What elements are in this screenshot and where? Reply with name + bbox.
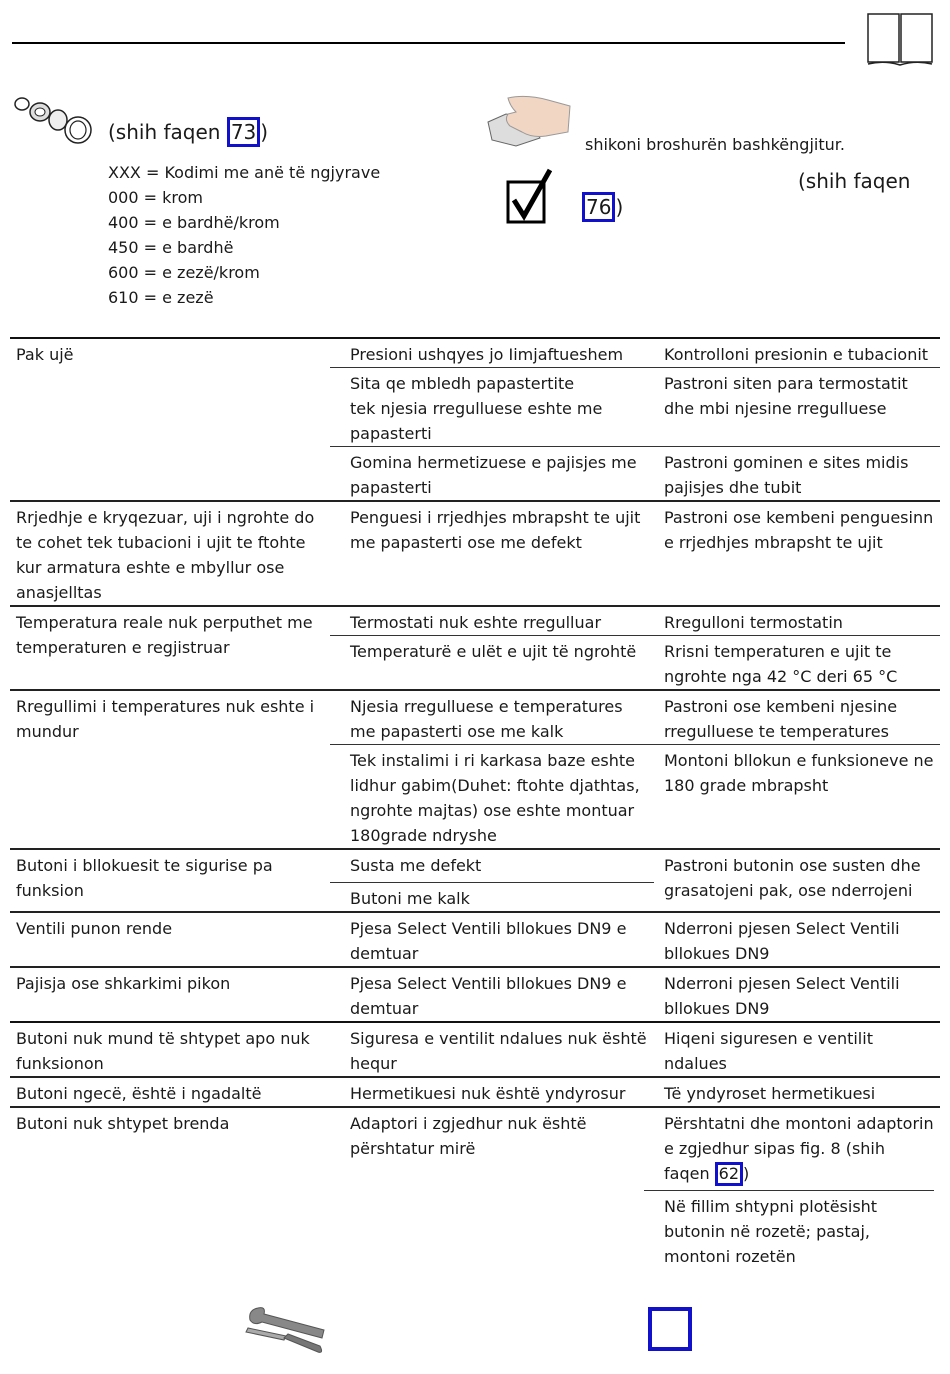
hand-cloth-icon (486, 92, 574, 150)
remedy-cell: Pastroni gominen e sites midis pajisjes dhe tubit (654, 447, 940, 502)
problem-cell: Butoni nuk mund të shtypet apo nuk funksionon (10, 1022, 330, 1077)
color-code: 450 = e bardhë (108, 238, 234, 257)
cause-text: Susta me defekt (350, 856, 482, 875)
remedy-cell: Rregulloni termostatin (654, 606, 940, 636)
wrench-screwdriver-icon (244, 1302, 328, 1358)
table-row (10, 606, 940, 636)
cause-cell: Pjesa Select Ventili bllokues DN9 e demtuar (330, 967, 654, 1022)
cause-cell: Sita qe mbledh papastertite tek njesia rregulluese eshte me papasterti (330, 368, 654, 447)
remedy-cell: Hiqeni siguresen e ventilit ndalues (654, 1022, 940, 1077)
remedy-cell: Pastroni ose kembeni njesine rregulluese te temperatures (654, 690, 940, 745)
problem-cell: Butoni i bllokuesit te sigurise pa funksion (10, 849, 330, 912)
problem-cell: Rregullimi i temperatures nuk eshte i mundur (10, 690, 330, 849)
parts-see-page: (shih faqen 73 ) (108, 117, 268, 147)
remedy-cell: Pastroni siten para termostatit dhe mbi njesine rregulluese (654, 368, 940, 447)
table-row (10, 967, 940, 1022)
cause-cell: Termostati nuk eshte rregulluar (330, 606, 654, 636)
color-code: 610 = e zezë (108, 288, 214, 307)
page-link-62[interactable]: 62 (715, 1162, 743, 1186)
table-row (10, 849, 940, 912)
problem-cell: Butoni ngecë, është i ngadaltë (10, 1077, 330, 1107)
problem-cell: Rrjedhje e kryqezuar, uji i ngrohte do te cohet tek tubacioni i ujit te ftohte kur armatura eshte e mbyllur ose anasjelltas (10, 501, 330, 606)
table-row (10, 1077, 940, 1107)
cause-cell: Njesia rregulluese e temperatures me papasterti ose me kalk (330, 690, 654, 745)
table-row (10, 690, 940, 745)
page-link-76[interactable]: 76 (582, 192, 615, 222)
top-rule (12, 42, 845, 44)
troubleshooting-table (10, 337, 940, 1269)
cause-cell: Hermetikuesi nuk është yndyrosur (330, 1077, 654, 1107)
color-code: XXX = Kodimi me anë të ngjyrave (108, 163, 381, 182)
cleaning-text: shikoni broshurën bashkëngjitur. (585, 135, 845, 154)
cause-cell: Pjesa Select Ventili bllokues DN9 e demtuar (330, 912, 654, 967)
color-codes-list (108, 160, 438, 310)
table-row (10, 338, 940, 368)
color-code: 000 = krom (108, 188, 203, 207)
cause-cell (330, 849, 654, 912)
table-row (10, 1022, 940, 1077)
remedy-cell: Të yndyroset hermetikuesi (654, 1077, 940, 1107)
checkbox-icon (506, 168, 552, 226)
cause-cell: Temperaturë e ulët e ujit të ngrohtë (330, 636, 654, 691)
cause-text: Butoni me kalk (330, 882, 654, 911)
page-link-73[interactable]: 73 (227, 117, 260, 147)
problem-cell: Temperatura reale nuk perputhet me temperaturen e regjistruar (10, 606, 330, 690)
check-see-page-prefix: (shih faqen (798, 169, 911, 193)
cause-cell: Siguresa e ventilit ndalues nuk është hequr (330, 1022, 654, 1077)
problem-cell: Pajisja ose shkarkimi pikon (10, 967, 330, 1022)
remedy-cell (654, 1107, 940, 1269)
cause-cell: Gomina hermetizuese e pajisjes me papasterti (330, 447, 654, 502)
cause-cell: Penguesi i rrjedhjes mbrapsht te ujit me papasterti ose me defekt (330, 501, 654, 606)
problem-cell: Pak ujë (10, 338, 330, 501)
remedy-cell: Rrisni temperaturen e ujit te ngrohte nga 42 °C deri 65 °C (654, 636, 940, 691)
table-row (10, 501, 940, 606)
remedy-cell: Kontrolloni presionin e tubacionit (654, 338, 940, 368)
cause-cell: Tek instalimi i ri karkasa baze eshte lidhur gabim(Duhet: ftohte djathtas, ngrohte majtas) ose eshte montuar 180grade ndryshe (330, 745, 654, 850)
remedy-cell: Montoni bllokun e funksioneve ne 180 grade mbrapsht (654, 745, 940, 850)
color-code: 600 = e zezë/krom (108, 263, 260, 282)
remedy-cell: Pastroni ose kembeni penguesinn e rrjedhjes mbrapsht te ujit (654, 501, 940, 606)
remedy-cell: Pastroni butonin ose susten dhe grasatojeni pak, ose nderrojeni (654, 849, 940, 912)
parts-rings-icon (12, 94, 96, 148)
table-row (10, 912, 940, 967)
problem-cell: Butoni nuk shtypet brenda (10, 1107, 330, 1269)
remedy-cell: Nderroni pjesen Select Ventili bllokues DN9 (654, 967, 940, 1022)
color-code: 400 = e bardhë/krom (108, 213, 280, 232)
remedy-text: Në fillim shtypni plotësisht butonin në rozetë; pastaj, montoni rozetën (644, 1190, 934, 1269)
book-icon (866, 10, 934, 68)
check-see-page: 76 ) (582, 192, 623, 222)
remedy-cell: Nderroni pjesen Select Ventili bllokues DN9 (654, 912, 940, 967)
remedy-text: Përshtatni dhe montoni adaptorin e zgjedhur sipas fig. 8 (shih faqen 62 ) (664, 1111, 934, 1186)
problem-cell: Ventili punon rende (10, 912, 330, 967)
cause-cell: Adaptori i zgjedhur nuk është përshtatur mirë (330, 1107, 654, 1269)
square-icon (648, 1307, 694, 1353)
cause-cell: Presioni ushqyes jo Iimjaftueshem (330, 338, 654, 368)
table-row (10, 1107, 940, 1269)
